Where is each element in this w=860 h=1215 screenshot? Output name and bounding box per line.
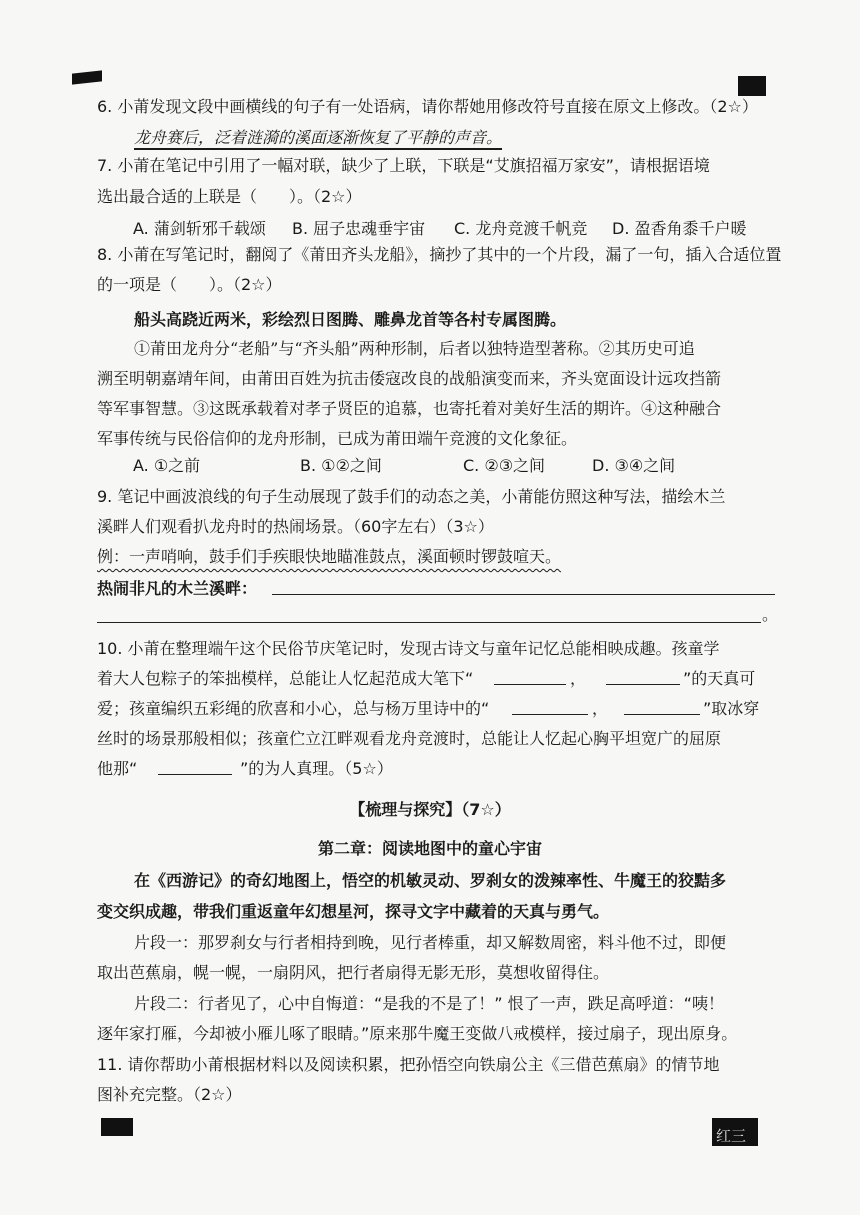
q7-option-a[interactable]: A. 蒲剑斩邪千载颂 xyxy=(133,219,266,238)
alignment-mark-bottom-left xyxy=(101,1118,133,1136)
q11-prompt-line2: 图补充完整。（2☆） xyxy=(97,1085,242,1104)
section-intro-line1: 在《西游记》的奇幻地图上，悟空的机敏灵动、罗刹女的泼辣率性、牛魔王的狡黠多 xyxy=(134,871,727,890)
q10-blank-2[interactable] xyxy=(606,684,680,685)
q8-option-c[interactable]: C. ②③之间 xyxy=(463,456,546,475)
q10-line3-end: ”取冰穿 xyxy=(703,699,760,718)
q10-blank-1[interactable] xyxy=(494,684,566,685)
q8-passage-line-4: 军事传统与民俗信仰的龙舟形制，已成为莆田端午竞渡的文化象征。 xyxy=(97,429,578,448)
section-title: 【梳理与探究】（7☆） xyxy=(349,800,511,819)
q10-line2-start: 着大人包粽子的笨拙模样，总能让人忆起范成大笔下“ xyxy=(97,669,474,688)
section-intro-line2: 变交织成趣，带我们重返童年幻想星河，探寻文字中藏着的天真与勇气。 xyxy=(97,902,610,921)
q10-line3-comma: ， xyxy=(592,699,609,718)
q8-passage-line-2: 溯至明朝嘉靖年间，由莆田百姓为抗击倭寇改良的战船演变而来，齐头宽面设计远攻挡箭 xyxy=(97,369,722,388)
fragment1-line2: 取出芭蕉扇，幌一幌，一扇阴风，把行者扇得无影无形，莫想收留得住。 xyxy=(97,963,610,982)
q9-prompt-line2: 溪畔人们观看扒龙舟时的热闹场景。（60字左右）（3☆） xyxy=(97,517,494,536)
q9-answer-line-1[interactable] xyxy=(272,594,775,595)
q9-prompt-line1: 9. 笔记中画波浪线的句子生动展现了鼓手们的动态之美，小莆能仿照这种写法，描绘木兰 xyxy=(97,487,726,506)
q7-prompt-line2: 选出最合适的上联是（ ）。（2☆） xyxy=(97,187,362,206)
q8-prompt-line2: 的一项是（ ）。（2☆） xyxy=(97,275,282,294)
q10-blank-4[interactable] xyxy=(624,714,700,715)
q10-line5-start: 他那“ xyxy=(97,759,138,778)
q6-sentence: 龙舟赛后，泛着涟漪的溪面逐渐恢复了平静的声音。 xyxy=(134,128,503,147)
fragment1-line1: 片段一：那罗刹女与行者相持到晚，见行者棒重，却又解数周密，料斗他不过，即便 xyxy=(134,933,727,952)
q7-option-b[interactable]: B. 屈子忠魂垂宇宙 xyxy=(292,219,426,238)
q6-prompt: 6. 小莆发现文段中画横线的句子有一处语病，请你帮她用修改符号直接在原文上修改。（2☆） xyxy=(97,97,758,116)
q8-missing-sentence: 船头高跷近两米，彩绘烈日图腾、雕鼻龙首等各村专属图腾。 xyxy=(134,310,567,329)
q8-prompt-line1: 8. 小莆在写笔记时，翻阅了《莆田齐头龙船》，摘抄了其中的一个片段，漏了一句，插入合适位置 xyxy=(97,245,782,264)
fragment2-line2: 逐年家打雁，今却被小雁儿啄了眼睛。”原来那牛魔王变做八戒模样，接过扇子，现出原身。 xyxy=(97,1024,738,1043)
q8-option-a[interactable]: A. ①之前 xyxy=(133,456,201,475)
q8-option-d[interactable]: D. ③④之间 xyxy=(592,456,676,475)
q8-passage-line-1: ①莆田龙舟分“老船”与“齐头船”两种形制，后者以独特造型著称。②其历史可追 xyxy=(134,339,695,358)
q10-line2-end: ”的天真可 xyxy=(683,669,756,688)
fragment2-line1: 片段二：行者见了，心中自悔道：“是我的不是了！” 恨了一声，跌足高呼道：“咦！ xyxy=(134,994,724,1013)
q10-line3-start: 爱；孩童编织五彩绳的欣喜和小心，总与杨万里诗中的“ xyxy=(97,699,490,718)
q10-line4: 丝时的场景那般相似；孩童伫立江畔观看龙舟竞渡时，总能让人忆起心胸平坦宽广的屈原 xyxy=(97,729,722,748)
q8-passage-line-3: 等军事智慧。③这既承载着对孝子贤臣的追慕，也寄托着对美好生活的期许。④这种融合 xyxy=(97,399,722,418)
chapter-title: 第二章：阅读地图中的童心宇宙 xyxy=(317,839,542,858)
q9-answer-label: 热闹非凡的木兰溪畔： xyxy=(97,579,258,598)
q7-option-d[interactable]: D. 盈香角黍千户暖 xyxy=(612,219,747,238)
alignment-mark-top-left xyxy=(72,70,102,84)
q8-option-b[interactable]: B. ①②之间 xyxy=(300,456,382,475)
q7-prompt-line1: 7. 小莆在笔记中引用了一幅对联，缺少了上联，下联是“艾旗招福万家安”，请根据语境 xyxy=(97,156,710,175)
q10-blank-5[interactable] xyxy=(158,774,232,775)
q9-example: 例：一声哨响，鼓手们手疾眼快地瞄准鼓点，溪面顿时锣鼓喧天。 xyxy=(97,547,562,566)
q10-line1: 10. 小莆在整理端午这个民俗节庆笔记时，发现古诗文与童年记忆总能相映成趣。孩童学 xyxy=(97,639,720,658)
page-corner-label: 红三 xyxy=(716,1127,747,1145)
q7-option-c[interactable]: C. 龙舟竞渡千帆竞 xyxy=(454,219,588,238)
q10-line2-comma: ， xyxy=(570,669,587,688)
alignment-mark-top-right xyxy=(738,76,766,96)
q10-blank-3[interactable] xyxy=(512,714,588,715)
q11-prompt-line1: 11. 请你帮助小莆根据材料以及阅读积累，把孙悟空向铁扇公主《三借芭蕉扇》的情节地 xyxy=(97,1055,720,1074)
q9-answer-line-2[interactable] xyxy=(97,622,761,623)
q10-line5-end: ”的为人真理。（5☆） xyxy=(240,759,393,778)
q9-period: 。 xyxy=(762,605,779,624)
